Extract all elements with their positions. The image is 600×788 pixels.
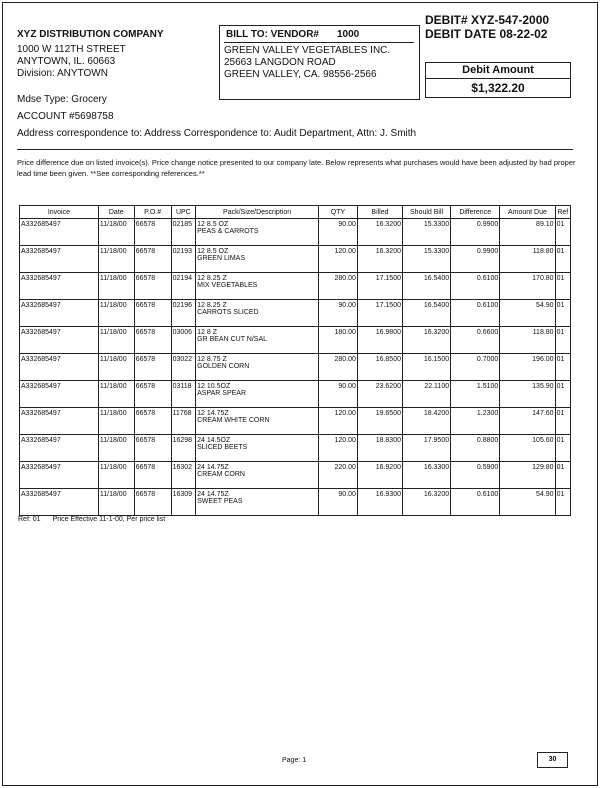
table-body <box>20 219 571 516</box>
diff-cell: 0.7000 <box>451 354 500 381</box>
invoice-cell: A332685497 <box>20 489 99 516</box>
qty-cell: 180.00 <box>319 327 358 354</box>
pack-size: 12 8.75 Z <box>197 356 227 363</box>
bill-to-line: GREEN VALLEY, CA. 98556-2566 <box>224 69 377 80</box>
table-row <box>20 489 571 516</box>
pack-description-cell <box>196 381 319 408</box>
address-line: ANYTOWN, IL. 60663 <box>17 56 116 67</box>
column-header: Amount Due <box>500 206 555 219</box>
diff-cell: 0.6100 <box>451 489 500 516</box>
column-header: P.O.# <box>134 206 171 219</box>
item-description: SLICED BEETS <box>197 444 248 451</box>
company-address <box>17 44 126 80</box>
due-cell: 135.90 <box>500 381 555 408</box>
account-number: ACCOUNT #5698758 <box>17 111 114 122</box>
date-cell: 11/18/00 <box>98 489 134 516</box>
should-cell: 22.1100 <box>403 381 451 408</box>
qty-cell: 90.00 <box>319 300 358 327</box>
table-row <box>20 327 571 354</box>
ref-cell: 01 <box>555 408 570 435</box>
po-cell: 66578 <box>134 300 171 327</box>
pack-size: 12 8.5 OZ <box>197 221 229 228</box>
bill-to-label: BILL TO: VENDOR# <box>226 29 319 40</box>
po-cell: 66578 <box>134 462 171 489</box>
bill-to-header <box>226 29 359 40</box>
billed-cell: 18.8300 <box>357 435 402 462</box>
address-line: Division: ANYTOWN <box>17 68 108 79</box>
pack-size: 12 8.5 OZ <box>197 248 229 255</box>
billed-cell: 16.3200 <box>357 246 402 273</box>
po-cell: 66578 <box>134 489 171 516</box>
due-cell: 170.80 <box>500 273 555 300</box>
qty-cell: 90.00 <box>319 219 358 246</box>
should-cell: 16.5400 <box>403 300 451 327</box>
bill-to-divider <box>224 42 414 43</box>
po-cell: 66578 <box>134 246 171 273</box>
table-row <box>20 273 571 300</box>
should-cell: 15.3300 <box>403 219 451 246</box>
ref-cell: 01 <box>555 327 570 354</box>
item-description: CREAM WHITE CORN <box>197 417 270 424</box>
column-header: Date <box>98 206 134 219</box>
vendor-number: 1000 <box>336 29 360 40</box>
pack-description-cell <box>196 246 319 273</box>
pack-size: 24 14.75Z <box>197 464 229 471</box>
table-row <box>20 300 571 327</box>
invoice-cell: A332685497 <box>20 462 99 489</box>
column-header: Billed <box>357 206 402 219</box>
upc-cell: 02196 <box>171 300 196 327</box>
upc-cell: 02193 <box>171 246 196 273</box>
item-description: PEAS & CARROTS <box>197 228 259 235</box>
ref-cell: 01 <box>555 246 570 273</box>
bill-to-box <box>219 25 420 100</box>
ref-text: Price Effective 11-1-00, Per price list <box>52 516 166 523</box>
page-box: 30 <box>537 752 568 768</box>
billed-cell: 16.9200 <box>357 462 402 489</box>
diff-cell: 0.6100 <box>451 300 500 327</box>
invoice-cell: A332685497 <box>20 354 99 381</box>
po-cell: 66578 <box>134 354 171 381</box>
diff-cell: 0.8800 <box>451 435 500 462</box>
upc-cell: 02185 <box>171 219 196 246</box>
should-cell: 16.3200 <box>403 489 451 516</box>
should-cell: 16.3300 <box>403 462 451 489</box>
section-divider <box>17 149 573 150</box>
should-cell: 15.3300 <box>403 246 451 273</box>
invoice-cell: A332685497 <box>20 327 99 354</box>
debit-date: DEBIT DATE 08-22-02 <box>425 27 548 41</box>
bill-to-address <box>224 45 390 81</box>
upc-cell: 03006 <box>171 327 196 354</box>
due-cell: 118.80 <box>500 327 555 354</box>
pack-description-cell <box>196 300 319 327</box>
correspondence-line: Address correspondence to: Address Correspondence to: Audit Department, Attn: J. Smith <box>17 128 417 139</box>
item-description: CREAM CORN <box>197 471 245 478</box>
ref-cell: 01 <box>555 219 570 246</box>
due-cell: 105.60 <box>500 435 555 462</box>
column-header: QTY <box>319 206 358 219</box>
table-row <box>20 354 571 381</box>
po-cell: 66578 <box>134 408 171 435</box>
diff-cell: 1.2300 <box>451 408 500 435</box>
qty-cell: 280.00 <box>319 354 358 381</box>
billed-cell: 16.9800 <box>357 327 402 354</box>
pack-size: 24 14.5OZ <box>197 437 231 444</box>
upc-cell: 16298 <box>171 435 196 462</box>
diff-cell: 0.5900 <box>451 462 500 489</box>
invoice-cell: A332685497 <box>20 219 99 246</box>
ref-cell: 01 <box>555 489 570 516</box>
debit-amount-value: $1,322.20 <box>471 81 525 95</box>
item-description: CARROTS SLICED <box>197 309 259 316</box>
invoice-table <box>19 205 571 516</box>
billed-cell: 16.3200 <box>357 219 402 246</box>
debit-amount-label: Debit Amount <box>426 63 570 79</box>
pack-size: 12 8.25 Z <box>197 302 227 309</box>
qty-cell: 120.00 <box>319 408 358 435</box>
column-header: UPC <box>171 206 196 219</box>
upc-cell: 16302 <box>171 462 196 489</box>
price-difference-note: Price difference due on listed invoice(s). Price change notice presented to our company late. Below represents what purchases would have been adjusted by had proper lead time been given. **See corresponding references.** <box>17 158 576 178</box>
diff-cell: 0.6600 <box>451 327 500 354</box>
upc-cell: 03022 <box>171 354 196 381</box>
table-row <box>20 462 571 489</box>
should-cell: 18.4200 <box>403 408 451 435</box>
qty-cell: 220.00 <box>319 462 358 489</box>
pack-description-cell <box>196 273 319 300</box>
ref-label: Ref: 01 <box>18 516 41 523</box>
pack-description-cell <box>196 435 319 462</box>
date-cell: 11/18/00 <box>98 273 134 300</box>
billed-cell: 16.9300 <box>357 489 402 516</box>
ref-cell: 01 <box>555 273 570 300</box>
reference-note <box>18 516 165 523</box>
debit-amount-box <box>425 62 571 98</box>
date-cell: 11/18/00 <box>98 246 134 273</box>
column-header: Invoice <box>20 206 99 219</box>
address-line: 1000 W 112TH STREET <box>17 44 126 55</box>
invoice-cell: A332685497 <box>20 435 99 462</box>
date-cell: 11/18/00 <box>98 300 134 327</box>
invoice-cell: A332685497 <box>20 273 99 300</box>
pack-size: 12 8.25 Z <box>197 275 227 282</box>
pack-description-cell <box>196 219 319 246</box>
pack-description-cell <box>196 462 319 489</box>
date-cell: 11/18/00 <box>98 381 134 408</box>
date-cell: 11/18/00 <box>98 408 134 435</box>
ref-cell: 01 <box>555 381 570 408</box>
page-number: Page: 1 <box>282 757 307 764</box>
table-row <box>20 246 571 273</box>
item-description: GREEN LIMAS <box>197 255 245 262</box>
ref-cell: 01 <box>555 300 570 327</box>
diff-cell: 0.6100 <box>451 273 500 300</box>
ref-cell: 01 <box>555 354 570 381</box>
upc-cell: 16309 <box>171 489 196 516</box>
table-row <box>20 219 571 246</box>
column-header: Should Bill <box>403 206 451 219</box>
invoice-cell: A332685497 <box>20 408 99 435</box>
debit-number: DEBIT# XYZ-547-2000 <box>425 13 550 27</box>
column-header: Ref <box>555 206 570 219</box>
po-cell: 66578 <box>134 435 171 462</box>
pack-description-cell <box>196 489 319 516</box>
upc-cell: 03118 <box>171 381 196 408</box>
item-description: SWEET PEAS <box>197 498 243 505</box>
item-description: ASPAR SPEAR <box>197 390 247 397</box>
pack-size: 12 10.5OZ <box>197 383 231 390</box>
item-description: GOLDEN CORN <box>197 363 250 370</box>
qty-cell: 280.00 <box>319 273 358 300</box>
billed-cell: 17.1500 <box>357 300 402 327</box>
pack-size: 12 14.75Z <box>197 410 229 417</box>
po-cell: 66578 <box>134 327 171 354</box>
pack-description-cell <box>196 408 319 435</box>
invoice-cell: A332685497 <box>20 300 99 327</box>
item-description: GR BEAN CUT N/SAL <box>197 336 268 343</box>
table-row <box>20 408 571 435</box>
po-cell: 66578 <box>134 273 171 300</box>
date-cell: 11/18/00 <box>98 435 134 462</box>
bill-to-line: GREEN VALLEY VEGETABLES INC. <box>224 45 391 56</box>
date-cell: 11/18/00 <box>98 327 134 354</box>
diff-cell: 0.9900 <box>451 246 500 273</box>
should-cell: 16.3200 <box>403 327 451 354</box>
qty-cell: 120.00 <box>319 435 358 462</box>
should-cell: 16.5400 <box>403 273 451 300</box>
ref-cell: 01 <box>555 462 570 489</box>
date-cell: 11/18/00 <box>98 462 134 489</box>
pack-size: 24 14.75Z <box>197 491 229 498</box>
company-name: XYZ DISTRIBUTION COMPANY <box>17 29 164 40</box>
date-cell: 11/18/00 <box>98 219 134 246</box>
table-header-row <box>20 206 571 219</box>
due-cell: 118.80 <box>500 246 555 273</box>
pack-size: 12 8 Z <box>197 329 217 336</box>
should-cell: 17.9500 <box>403 435 451 462</box>
due-cell: 54.90 <box>500 300 555 327</box>
item-description: MIX VEGETABLES <box>197 282 258 289</box>
ref-cell: 01 <box>555 435 570 462</box>
table-row <box>20 381 571 408</box>
qty-cell: 90.00 <box>319 489 358 516</box>
upc-cell: 02194 <box>171 273 196 300</box>
should-cell: 16.1500 <box>403 354 451 381</box>
due-cell: 54.90 <box>500 489 555 516</box>
diff-cell: 0.9900 <box>451 219 500 246</box>
pack-description-cell <box>196 327 319 354</box>
qty-cell: 120.00 <box>319 246 358 273</box>
billed-cell: 16.8500 <box>357 354 402 381</box>
diff-cell: 1.5100 <box>451 381 500 408</box>
due-cell: 89.10 <box>500 219 555 246</box>
column-header: Difference <box>451 206 500 219</box>
date-cell: 11/18/00 <box>98 354 134 381</box>
due-cell: 147.60 <box>500 408 555 435</box>
table-row <box>20 435 571 462</box>
upc-cell: 11768 <box>171 408 196 435</box>
po-cell: 66578 <box>134 381 171 408</box>
billed-cell: 19.6500 <box>357 408 402 435</box>
billed-cell: 23.6200 <box>357 381 402 408</box>
pack-description-cell <box>196 354 319 381</box>
mdse-type: Mdse Type: Grocery <box>17 94 107 105</box>
bill-to-line: 25663 LANGDON ROAD <box>224 57 336 68</box>
billed-cell: 17.1500 <box>357 273 402 300</box>
column-header: Pack/Size/Description <box>196 206 319 219</box>
qty-cell: 90.00 <box>319 381 358 408</box>
due-cell: 129.80 <box>500 462 555 489</box>
due-cell: 196.00 <box>500 354 555 381</box>
invoice-cell: A332685497 <box>20 381 99 408</box>
po-cell: 66578 <box>134 219 171 246</box>
invoice-cell: A332685497 <box>20 246 99 273</box>
